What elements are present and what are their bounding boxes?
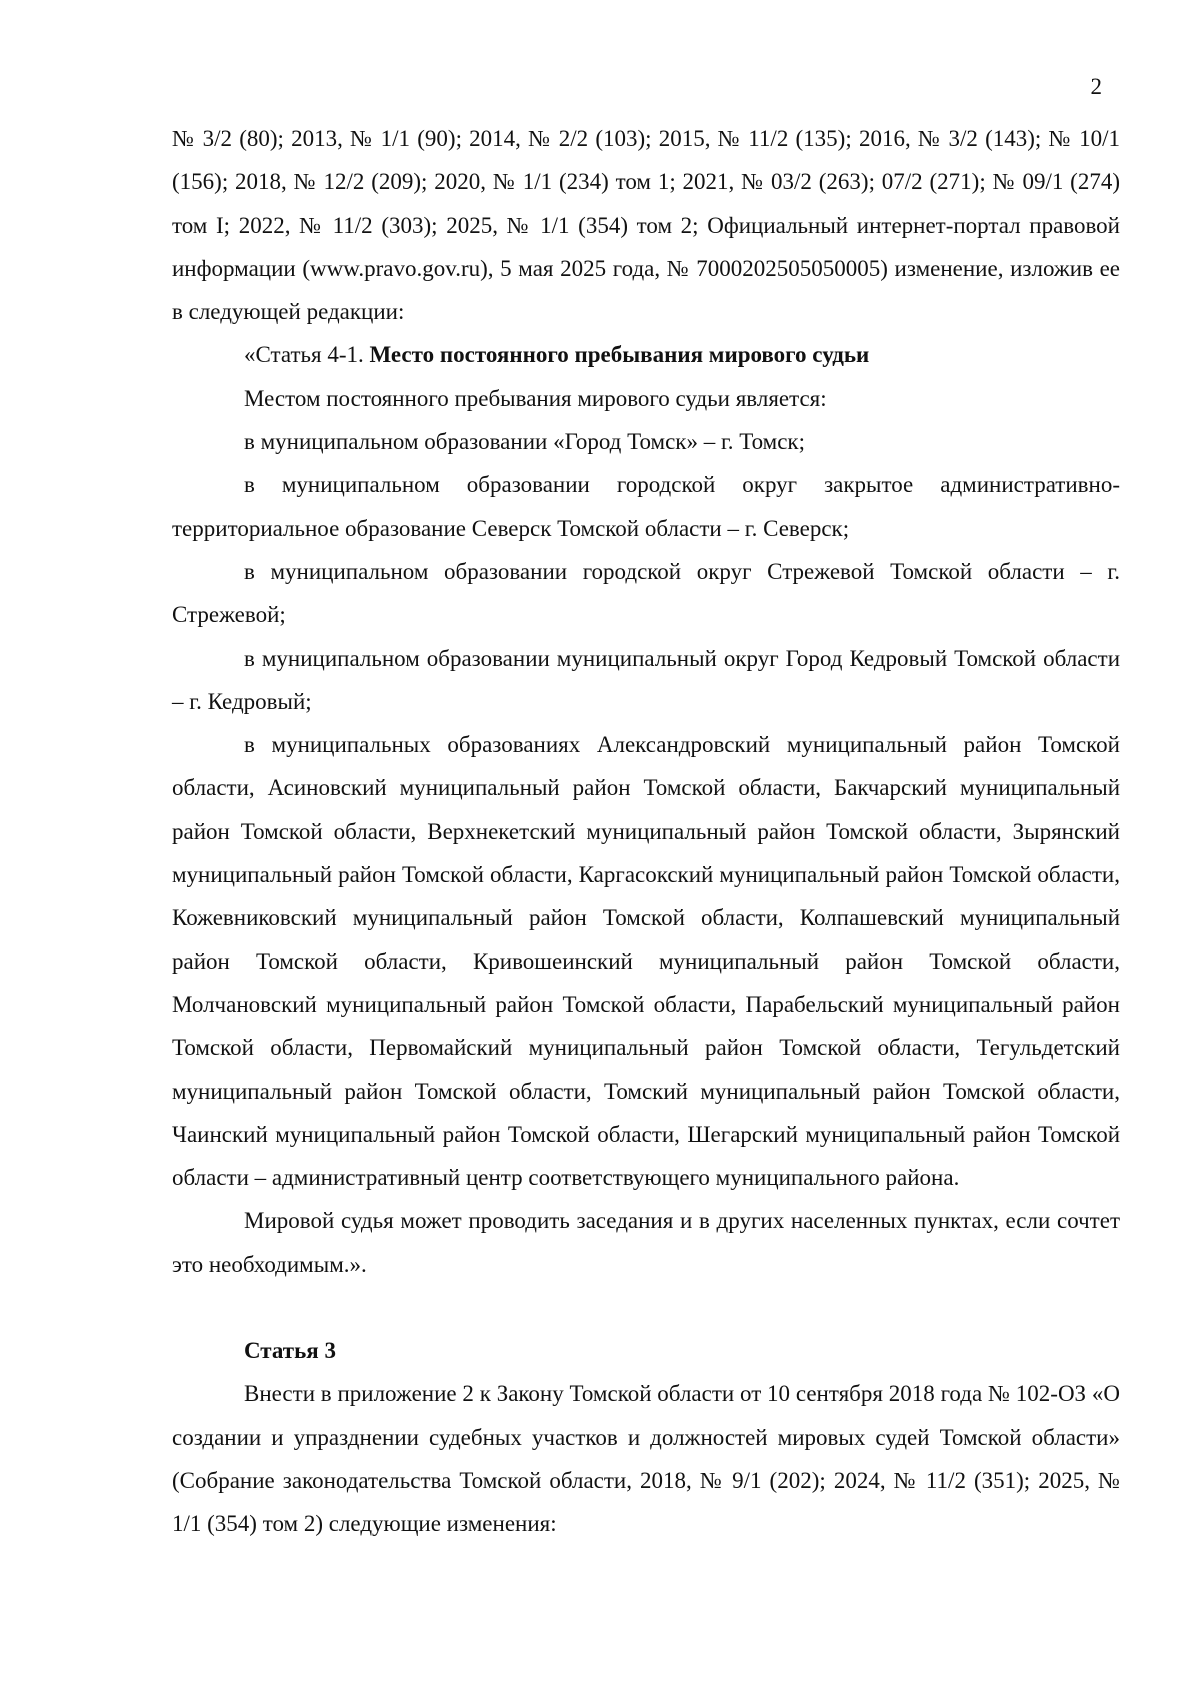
article-4-1-title	[172, 333, 1120, 376]
article-4-1-heading: Место постоянного пребывания мирового судьи	[369, 342, 870, 368]
paragraph: в муниципальном образовании городской округ Стрежевой Томской области – г. Стрежевой;	[172, 558, 1120, 628]
paragraph: Местом постоянного пребывания мирового судьи является:	[244, 385, 827, 411]
paragraph: в муниципальном образовании муниципальный округ Город Кедровый Томской области – г. Кедровый;	[172, 645, 1120, 714]
continuation-paragraph: № 3/2 (80); 2013, № 1/1 (90); 2014, № 2/2 (103); 2015, № 11/2 (135); 2016, № 3/2 (143); № 10/1 (156); 2018, № 12/2 (209); 2020, № 1/1 (234) том 1; 2021, № 03/2 (263); 07/2 (271); № 09/1 (274) том I; 2022, № 11/2 (303); 2025, № 1/1 (354) том 2; Официальный интернет-портал правовой информации (www.pravo.gov.ru), 5 мая 2025 года, № 7000202505050005) изменение, изложив ее в следующей редакции:	[172, 126, 1120, 325]
paragraph: в муниципальных образованиях Александровский муниципальный район Томской области, Асиновский муниципальный район Томской области, Бакчарский муниципальный район Томской области, Верхнекетский муниципальный район Томской области, Зырянский муниципальный район Томской области, Каргасокский муниципальный район Томской области, Кожевниковский муниципальный район Томской области, Колпашевский муниципальный район Томской области, Кривошеинский муниципальный район Томской области, Молчановский муниципальный район Томской области, Парабельский муниципальный район Томской области, Первомайский муниципальный район Томской области, Тегульдетский муниципальный район Томской области, Томский муниципальный район Томской области, Чаинский муниципальный район Томской области, Шегарский муниципальный район Томской области – административный центр соответствующего муниципального района.	[172, 732, 1120, 1191]
paragraph: в муниципальном образовании «Город Томск» – г. Томск;	[244, 429, 805, 455]
document-body	[172, 117, 1120, 1546]
page-number: 2	[1090, 74, 1102, 99]
spacer	[172, 1286, 1120, 1329]
article-3-heading: Статья 3	[244, 1338, 336, 1364]
article-4-1-prefix: «Статья 4-1.	[244, 342, 370, 368]
paragraph: Мировой судья может проводить заседания и в других населенных пунктах, если сочтет это необходимым.».	[172, 1208, 1120, 1277]
paragraph: в муниципальном образовании городской округ закрытое административно-территориальное образование Северск Томской области – г. Северск;	[172, 472, 1120, 541]
article-3-text: Внести в приложение 2 к Закону Томской области от 10 сентября 2018 года № 102-ОЗ «О создании и упразднении судебных участков и должностей мировых судей Томской области» (Собрание законодательства Томской области, 2018, № 9/1 (202); 2024, № 11/2 (351); 2025, № 1/1 (354) том 2) следующие изменения:	[172, 1381, 1120, 1537]
